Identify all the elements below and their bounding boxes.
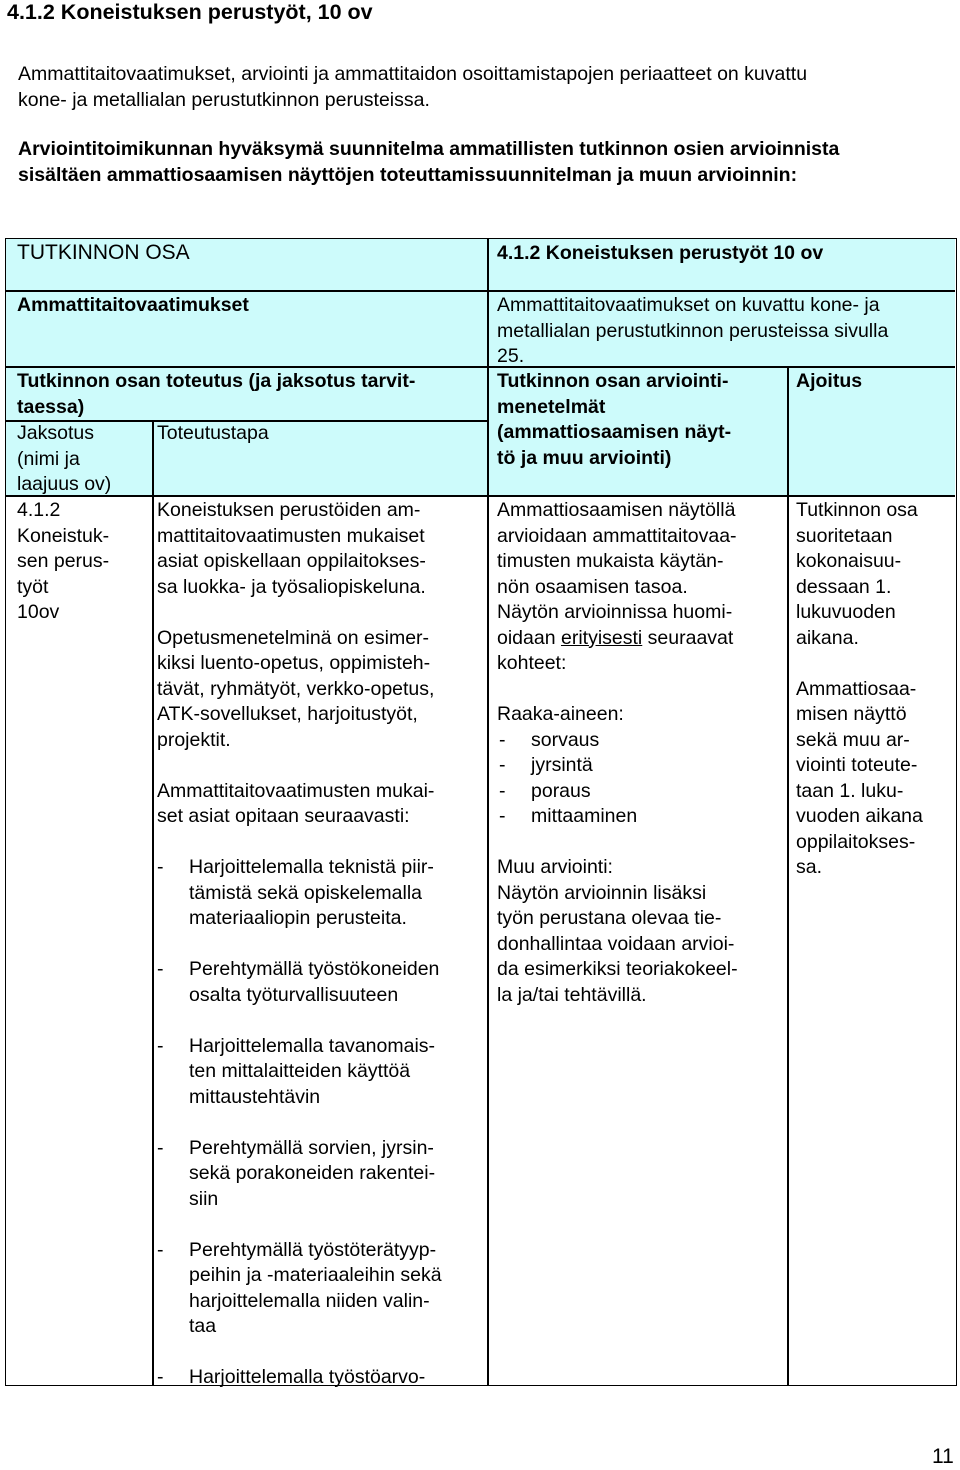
text-line: ATK-sovellukset, harjoitustyöt, (157, 703, 418, 725)
intro-line: Arviointitoimikunnan hyväksymä suunnitelma ammatillisten tutkinnon osien arvioinnista (18, 138, 840, 160)
intro-line: kone- ja metallialan perustutkinnon perusteissa. (18, 88, 430, 111)
text-line: osalta työturvallisuuteen (189, 983, 399, 1006)
text-line: 10ov (17, 601, 60, 623)
page-number: 11 (932, 1445, 954, 1468)
text-line: sekä porakoneiden rakentei- (189, 1162, 436, 1184)
text-line: sekä muu ar- (796, 728, 910, 751)
text-fragment: seuraavat (642, 626, 734, 649)
text-line: aikana. (796, 626, 859, 649)
text-line: Harjoittelemalla tavanomais- (189, 1034, 436, 1057)
text-line: vuoden aikana (796, 805, 923, 827)
text-line: Ammattiosaamisen näytöllä (497, 499, 736, 521)
raaka-aine-list (499, 728, 785, 830)
text-line: Tutkinnon osan arviointi- (497, 370, 729, 392)
muu-arviointi-label: Muu arviointi: (497, 856, 613, 878)
text-line: Koneistuksen perustöiden am- (157, 499, 421, 521)
text-line: taan 1. luku- (796, 779, 904, 802)
text-line: 4.1.2 (17, 499, 61, 521)
text-line: kokonaisuu- (796, 550, 902, 572)
text-line: Näytön arvioinnissa huomi- (497, 601, 733, 623)
text-line: tämistä sekä opiskelemalla (189, 881, 423, 904)
text-line: Perehtymällä työstöterätyyp- (189, 1238, 437, 1261)
text-line: menetelmät (497, 395, 606, 418)
text-line: (nimi ja (17, 447, 80, 470)
text-line: 25. (497, 345, 525, 367)
item-text: mittaaminen (531, 805, 638, 827)
ajoitus-content (796, 498, 951, 881)
text-line: mattitaitovaatimusten mukaiset (157, 524, 425, 547)
text-line: donhallintaa voidaan arvioi- (497, 932, 735, 955)
item-text: poraus (531, 779, 591, 802)
tutkinnon-osa-value: 4.1.2 Koneistuksen perustyöt 10 ov (497, 242, 824, 264)
arviointi-header (497, 369, 731, 471)
text-fragment: oidaan (497, 626, 561, 649)
text-line: Ammattitaitovaatimusten mukai- (157, 779, 435, 802)
list-item: - Perehtymällä sorvien, jyrsin- sekä porakoneiden rakentei- siin (157, 1136, 487, 1213)
text-line: sa luokka- ja työsaliopiskeluna. (157, 575, 426, 598)
text-line: Opetusmenetelminä on esimer- (157, 626, 430, 649)
text-line: Harjoittelemalla työstöarvo- (189, 1366, 426, 1388)
text-line: kiksi luento-opetus, oppimisteh- (157, 652, 431, 674)
text-line: oppilaitokses- (796, 830, 916, 853)
text-line: Näytön arvioinnin lisäksi (497, 881, 707, 904)
text-line: sa. (796, 856, 823, 878)
ajoitus-header: Ajoitus (796, 370, 863, 392)
intro-line: Ammattitaitovaatimukset, arviointi ja ammattitaidon osoittamistapojen periaatteet on kuvattu (18, 63, 808, 85)
text-line: timusten mukaista käytän- (497, 550, 724, 572)
text-line: Perehtymällä työstökoneiden (189, 958, 440, 980)
text-line: Jaksotus (17, 422, 94, 444)
text-line: peihin ja -materiaaleihin sekä (189, 1264, 442, 1286)
text-line: Perehtymällä sorvien, jyrsin- (189, 1136, 434, 1159)
list-item: - Harjoittelemalla tavanomais- ten mittalaitteiden käyttöä mittaustehtävin (157, 1034, 487, 1111)
page-heading: 4.1.2 Koneistuksen perustyöt, 10 ov (7, 0, 373, 24)
text-line: materiaaliopin perusteita. (189, 907, 407, 929)
text-line: siin (189, 1187, 219, 1210)
list-item: - Perehtymällä työstöterätyyp- peihin ja -materiaaleihin sekä harjoittelemalla niiden valin- taa (157, 1238, 487, 1340)
toteutustapa-content (157, 498, 487, 1391)
text-line: mittaustehtävin (189, 1085, 321, 1108)
text-line: tö ja muu arviointi) (497, 446, 672, 469)
toteutustapa-header: Toteutustapa (157, 422, 269, 444)
list-item: - jyrsintä (499, 754, 593, 776)
item-text: jyrsintä (531, 754, 593, 776)
text-line: projektit. (157, 728, 231, 751)
text-line: set asiat opitaan seuraavasti: (157, 805, 410, 827)
raaka-aine-label: Raaka-aineen: (497, 703, 624, 725)
text-line: sen perus- (17, 550, 110, 572)
text-line: Harjoittelemalla teknistä piir- (189, 856, 434, 878)
text-line: tävät, ryhmätyöt, verkko-opetus, (157, 677, 435, 700)
text-line: metallialan perustutkinnon perusteissa sivulla (497, 319, 889, 342)
text-line: misen näyttö (796, 703, 907, 725)
text-line: viointi toteute- (796, 754, 918, 776)
text-line: Koneistuk- (17, 524, 110, 547)
text-line: (ammattiosaamisen näyt- (497, 421, 732, 443)
text-line: laajuus ov) (17, 473, 112, 495)
jaksotus-value (17, 498, 109, 626)
jaksotus-header (17, 421, 111, 498)
list-item: - sorvaus (499, 728, 600, 751)
text-line: harjoittelemalla niiden valin- (189, 1289, 430, 1312)
list-item: - poraus (499, 779, 591, 802)
text-line: suoritetaan (796, 524, 893, 547)
text-line: Ammattiosaa- (796, 677, 917, 700)
text-line: työt (17, 575, 49, 598)
assessment-table (5, 238, 957, 1386)
text-line: la ja/tai tehtävillä. (497, 983, 647, 1006)
list-item: - Harjoittelemalla teknistä piir- tämistä sekä opiskelemalla materiaaliopin perusteita. (157, 855, 487, 932)
text-line: da esimerkiksi teoriakokeel- (497, 958, 738, 980)
item-text: sorvaus (531, 728, 600, 751)
assessment-plan-intro (18, 137, 953, 188)
text-line: taessa) (17, 395, 85, 418)
text-line (497, 626, 785, 652)
ammattitaito-value (497, 293, 888, 370)
intro-line: sisältäen ammattiosaamisen näyttöjen toteuttamissuunnitelman ja muun arvioinnin: (18, 163, 798, 186)
toteutus-header (17, 369, 415, 420)
list-item: - Harjoittelemalla työstöarvo- (157, 1365, 487, 1391)
list-item: - Perehtymällä työstökoneiden osalta työturvallisuuteen (157, 957, 487, 1008)
text-line: taa (189, 1315, 217, 1337)
list-item: - mittaaminen (499, 805, 638, 827)
text-line: kohteet: (497, 652, 567, 674)
text-line: ten mittalaitteiden käyttöä (189, 1060, 411, 1082)
intro-paragraph (18, 62, 948, 113)
underlined-text: erityisesti (560, 626, 643, 649)
ammattitaito-label: Ammattitaitovaatimukset (17, 294, 249, 316)
text-line: arvioidaan ammattitaitovaa- (497, 524, 737, 547)
text-line: Tutkinnon osa (796, 499, 918, 521)
text-line: lukuvuoden (796, 601, 896, 623)
arviointi-content (497, 498, 785, 1008)
text-line: Ammattitaitovaatimukset on kuvattu kone- ja (497, 294, 880, 316)
text-line: asiat opiskellaan oppilaitokses- (157, 550, 426, 572)
tutkinnon-osa-label: TUTKINNON OSA (17, 241, 190, 264)
text-line: Tutkinnon osan toteutus (ja jaksotus tarvit- (17, 370, 416, 392)
text-line: nön osaamisen tasoa. (497, 575, 688, 598)
text-line: dessaan 1. (796, 575, 892, 598)
text-line: työn perustana olevaa tie- (497, 907, 722, 929)
toteutustapa-list (157, 855, 487, 1391)
